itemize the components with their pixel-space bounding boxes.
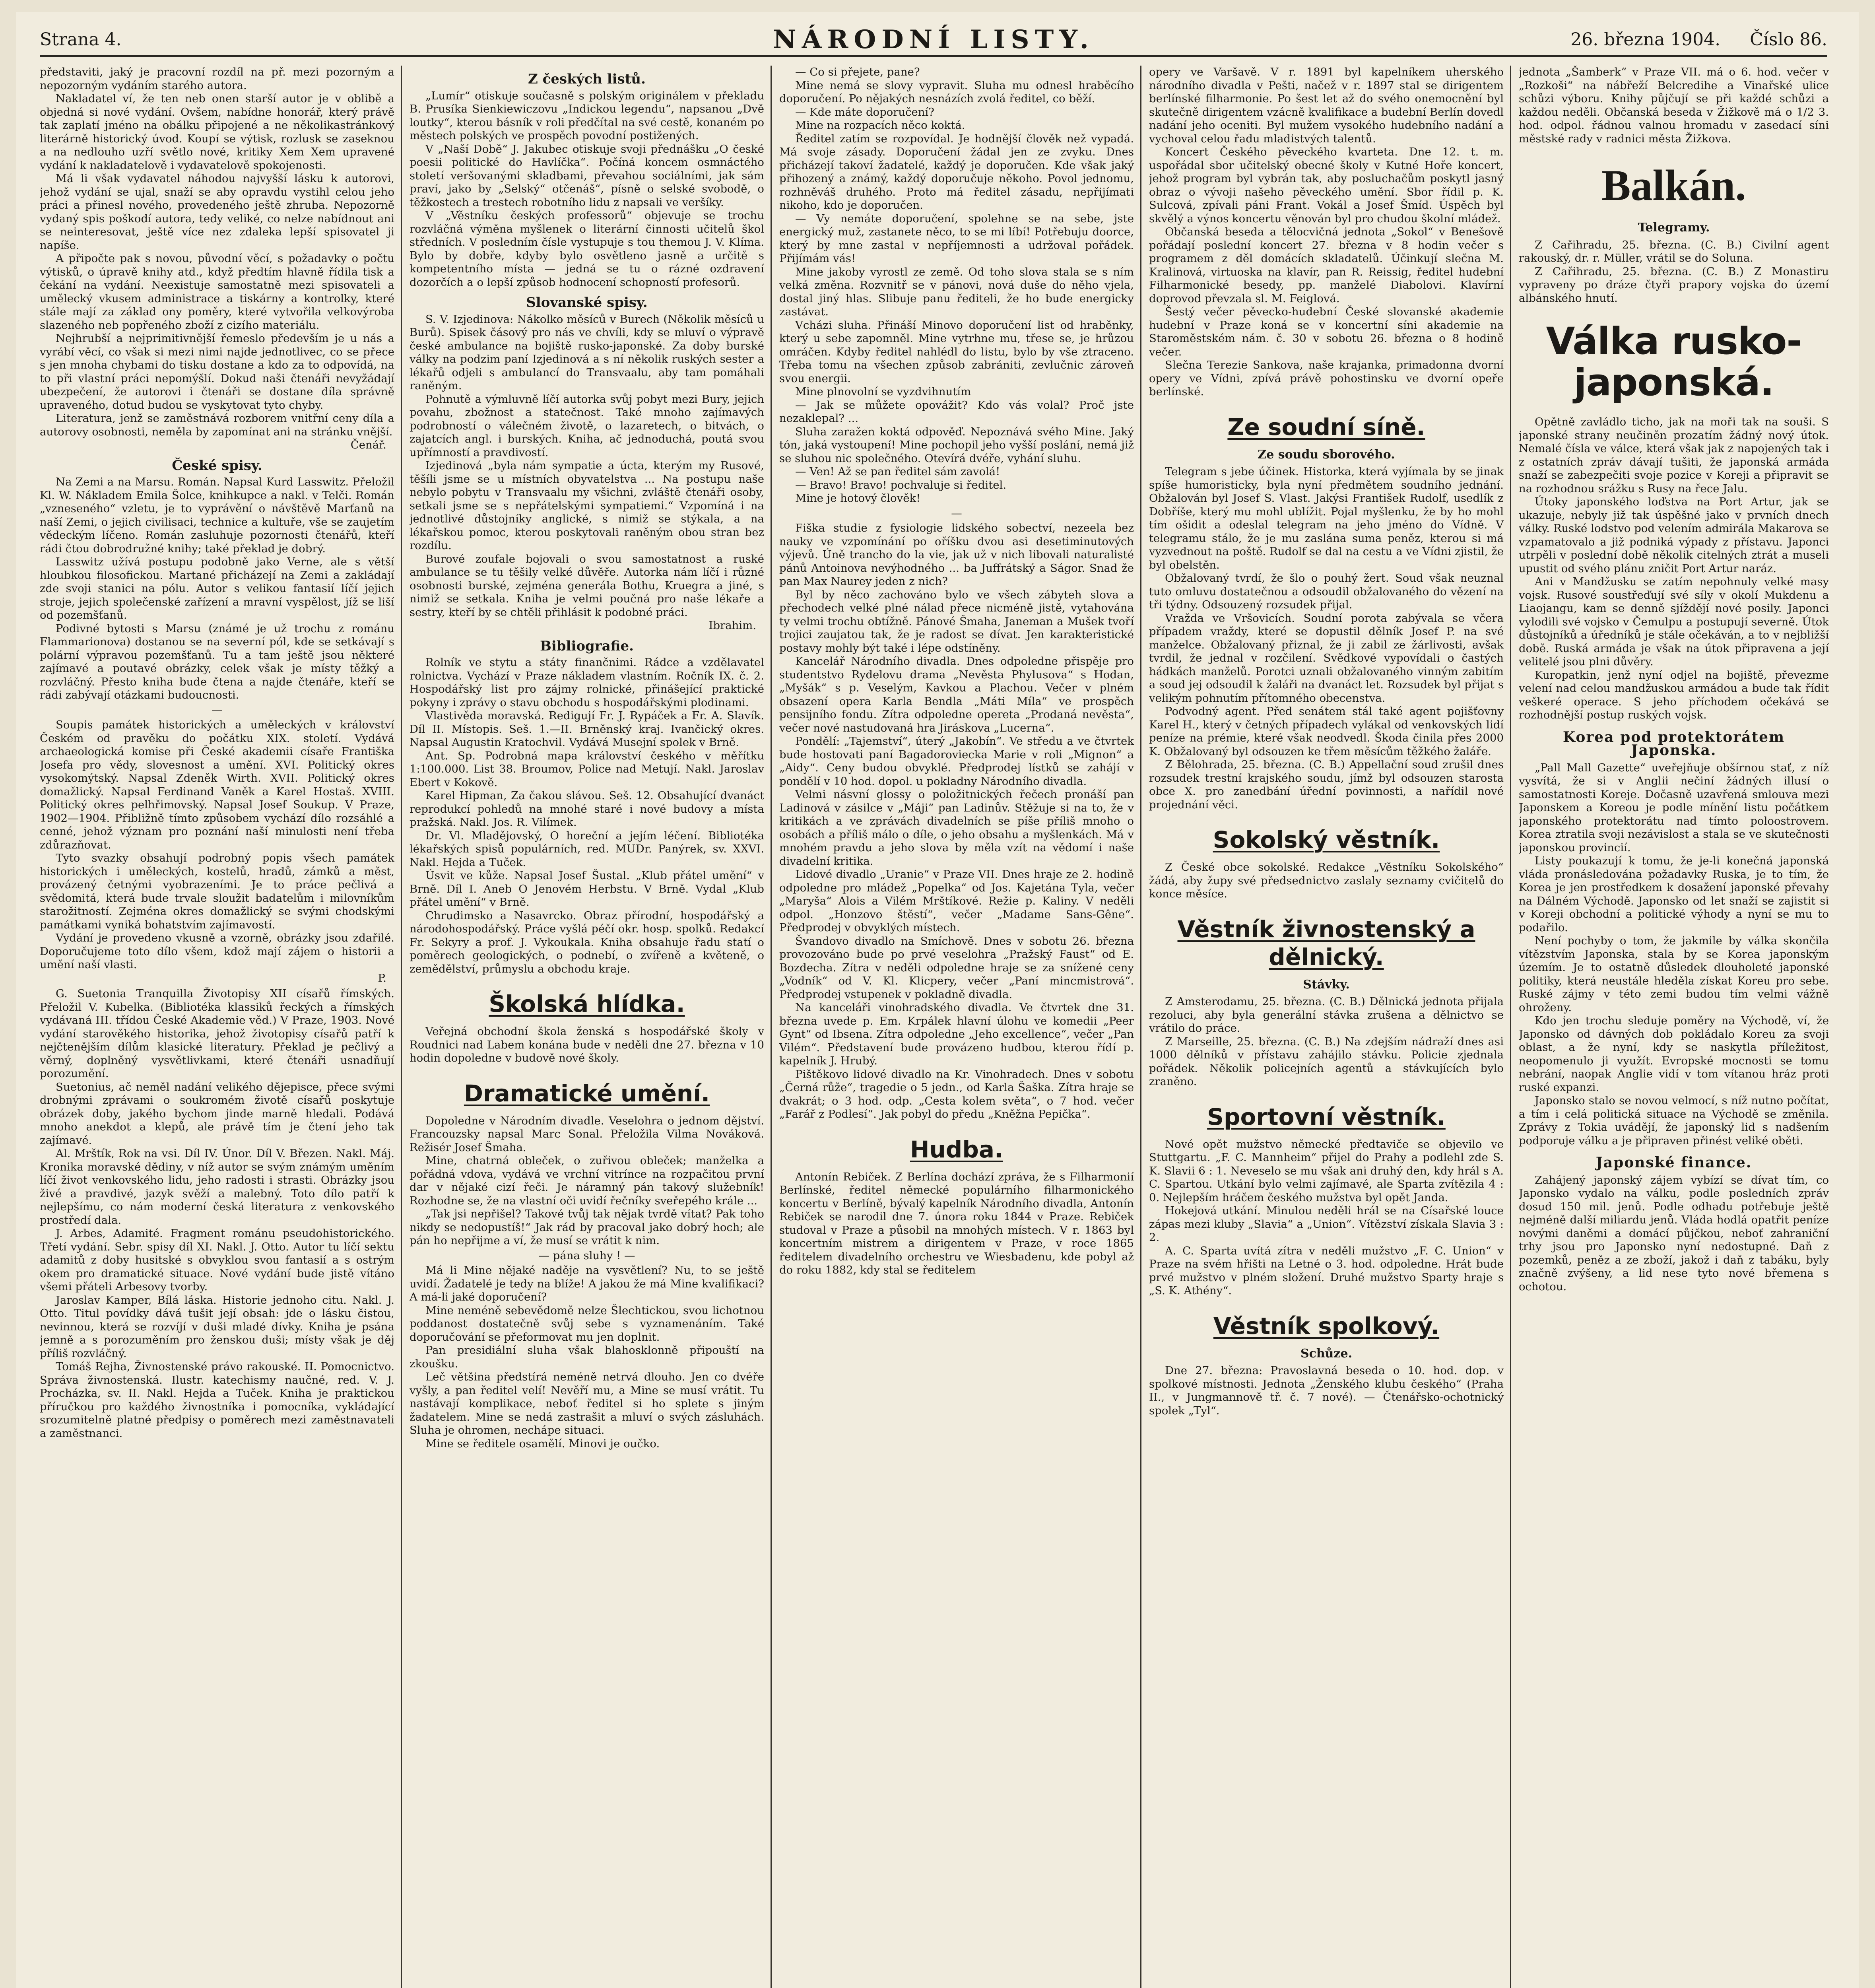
paragraph: Ředitel zatím se rozpovídal. Je hodnější člověk než vypadá. Má svoje zásady. Doporučení žádal jen ze zvyku. Dnes přicházejí takoví žadatelé, každý je doporučen. Kde však jaký přihozený a známý, každý doporučuje někoho. Povol jednomu, rozhněváš druhého. Proto má ředitel zásadu, nepřijímati nikoho, kdo je doporučen.: [779, 132, 1134, 212]
paragraph: Není pochyby o tom, že jakmile by válka skončila vítězstvím Japonska, stala by se Korea japonským územím. Je to ostatně důsledek dlouholeté japonské politiky, která neustále hleděla získat Koreu pro sebe. Ruské zájmy v této zemi budou tím velmi vážně ohroženy.: [1519, 934, 1829, 1014]
issue-number: Číslo 86.: [1750, 29, 1827, 50]
paragraph: A. C. Sparta uvítá zítra v neděli mužstvo „F. C. Union“ v Praze na svém hřišti na Letné o 3. hod. odpoledne. Hrát bude prvé mužstvo v plném složení. Druhé mužstvo Sparty hraje s „S. K. Athény“.: [1149, 1244, 1504, 1297]
review-item: G. Suetonia Tranquilla Životopisy XII císařů římských. Přeložil V. Kubelka. (Bibliotéka klassiků řeckých a římských vydávaná III. třídou České Akademie věd.) V Praze, 1903. Nové vydání starověkého historika, jehož životopisy císařů patří k nejčtenějším dílům klasické literatury. Překlad je pečlivý a věrný, doplněný vysvětlivkami, které čtenáři usnadňují porozumění.: [40, 987, 394, 1080]
column-rule: [1510, 66, 1511, 1988]
paragraph: Izjedinová „byla nám sympatie a úcta, kterým my Rusové, těšíli jsme se u místních obyvatelstva ... Na postupu naše nebylo pobytu v Transvaalu my všichni, zvláště čtenáři osoby, setkali jsme se s nepřátelskými sympatiemi.“ Vzpomíná i na jednotlivé důstojníky anglické, s nimiž se stýkala, a na lékařskou pomoc, kterou poskytovali raněným obou stran bez rozdílu.: [410, 459, 764, 552]
column-1: představiti, jaký je pracovní rozdíl na př. mezi pozorným a nepozorným vydáním starého autora. Nakladatel ví, že ten neb onen starší autor je v oblibě a objedná si nové vydání. Ovšem, nabídne honorář, který právě tak zaplatí jméno na obálku připojené a ne několikastránkový literárně historický úvod. Koupí se výtisk, rozlusk se zaseknou a na nedlouho uzří světlo nové, kritiky Xem Xem upravené vydání k nakladatelově i vydavatelově spokojenosti. Má li však vydavatel náhodou najvyšší lásku k autorovi, jehož vydání se ujal, snaží se aby opravdu vystihl celou jeho práci a přinesl nového, provedeného ještě zhruba. Nepozorně vydaný spis poškodí autora, tedy veliké, co nelze nabídnout ani se neinteresovat, ještě více nez zdaleka lepší spisovatel ji napíše. A připočte pak s novou, původní věcí, s požadavky o počtu výtisků, o úpravě knihy atd., když předtím hlavně řídila tisk a čekání na vydání. Neexistuje samostatně mezi spisovateli a umělecký vkusem administrace a tiskárny a kontrolky, které stále mají za základ ony poměry, které vytvořila velkovýroba slazeného neb popřeného zboží z cizího materiálu. Nejhrubší a nejprimitivnější řemeslo především je u nás a vyrábí věcí, co však si mezi nimi najde jednotlivec, co se přece s jen mnoha chybami do tisku dostane a kdo za to odpovídá, na to při vlastní práci nepomýšlí. Dokud naši čtenáři nevyžádají ubezpečení, že autorovi i čtenáři se dostane díla správně upraveného, dotud budou se vyskytovat tyto chyby. Literatura, jenž se zaměstnává rozborem vnitřní ceny díla a autorovy osobnosti, neměla by zapomínat ani na stránku vnější. Čenář. České spisy. Na Zemi a na Marsu. Román. Napsal Kurd Lasswitz. Přeložil Kl. W. Nákladem Emila Šolce, knihkupce a nakl. v Telči. Román „vzneseného“ vzletu, je to vyprávění o návštěvě Marťanů na naší Zemi, o jejich civilisaci, technice a kultuře, vše se zaujetím vědeckým líčeno. Román zasluhuje pozornosti čtenářů, kteří rádi čtou dobrodružné knihy; také překlad je dobrý. Lasswitz užívá postupu podobně jako Verne, ale s větší hloubkou filosofickou. Martané přicházejí na Zemi a zakládají zde svoji stanici na pólu. Autor s velikou fantasií líčí jejich stroje, jejich společenské zařízení a mravní vyspělost, jíž se liší od pozemšťanů. Podivné bytosti s Marsu (známé je už trochu z románu Flammarionova) dostanou se na severní pól, kde se setkávají s polární výpravou pozemšťanů. Tu a tam ještě jsou některé zajímavé a poutavé obrázky, celek však je místy těžký a rozvláčný. Přesto kniha bude čtena a najde čtenáře, kteří se rádi zabývají otázkami budoucnosti. — Soupis památek historických a uměleckých v království Českém od pravěku do počátku XIX. století. Vydává archaeologická komise při České akademii císaře Františka Josefa pro vědy, slovesnost a umění. XVI. Politický okres vysokomýtský. Napsal Zdeněk Wirth. XVII. Politický okres domažlický. Napsal Ferdinand Vaněk a Karel Hostaš. XVIII. Politický okres pelhřimovský. Napsal Josef Soukup. V Praze, 1902—1904. Přibližně tímto způsobem vychází dílo rozsáhlé a cenné, jehož význam pro poznání naší minulosti není třeba zdůrazňovat. Tyto svazky obsahují podrobný popis všech památek historických i uměleckých, kostelů, hradů, zámků a měst, provázený četnými vyobrazeními. Je to práce pečlivá a svědomitá, která bude trvale sloužit badatelům i milovníkům starožitností. Zejména okres domažlický se svými chodskými památkami vyniká bohatstvím zajímavostí. Vydání je provedeno vkusně a vzorně, obrázky jsou zdařilé. Doporučujeme toto dílo všem, kdož mají zájem o historii a umění naší vlasti. P. G. Suetonia Tranquilla Životopisy XII císařů římských. Přeložil V. Kubelka. (Bibliotéka klassiků řeckých a římských vydávaná III. třídou České Akademie věd.) V Praze, 1903. Nové vydání starověkého historika, jehož životopisy císařů patří k nejčtenějším dílům klasické literatury. Překlad je pečlivý a věrný, doplněný vysvětlivkami, které čtenáři usnadňují porozumění. Suetonius, ač neměl nadání velikého dějepisce, přece svými drobnými zprávami o soukromém životě císařů poskytuje obrázek doby, jakého bychom jinde marně hledali. Podává mnoho anekdot a klepů, ale právě tím je čtení jeho tak zajímavé. Al. Mrštík, Rok na vsi. Díl IV. Únor. Díl V. Březen. Nakl. Máj. Kronika moravské dědiny, v níž autor se svým známým uměním líčí život venkovského lidu, jeho radosti i strasti. Obrázky jsou živé a pravdivé, jazyk svěží a malebný. Toto dílo patří k nejlepšímu, co nám moderní česká literatura z venkovského prostředí dala. J. Arbes, Adamité. Fragment románu pseudohistorického. Třetí vydání. Sebr. spisy díl XI. Nakl. J. Otto. Autor tu líčí sektu adamitů z doby husitské s obvyklou svou fantasií a s ostrým okem pro dramatické situace. Nové vydání bude jistě vítáno všemi přáteli Arbesovy tvorby. Jaroslav Kamper, Bílá láska. Historie jednoho citu. Nakl. J. Otto. Titul povídky dává tušit její obsah: jde o lásku čistou, nevinnou, která se rozvíjí v duši mladé dívky. Kniha je psána jemně a s porozuměním pro ženskou duši; místy však je děj příliš rozvláčný. Tomáš Rejha, Živnostenské právo rakouské. II. Pomocnictvo. Správa živnostenská. Ilustr. katechismy naučné, red. V. J. Procházka, sv. II. Nakl. Hejda a Tuček. Kniha je praktickou příručkou pro každého živnostníka i pomocníka, vykládající srozumitelně platné předpisy o poměrech mezi zaměstnavateli a zaměstnanci.: [40, 66, 394, 1440]
paragraph: Pondělí: „Tajemství“, úterý „Jakobín“. Ve středu a ve čtvrtek bude hostovati paní Bagadoroviecka Marie v roli „Mignon“ a „Aidy“. Ceny budou obvyklé. Předprodej lístků se zahájí v pondělí v 10 hod. dopol. u pokladny Národního divadla.: [779, 735, 1134, 788]
paragraph: Mine na rozpacích něco koktá.: [795, 119, 965, 132]
section-heading-sokol: Sokolský věstník.: [1213, 826, 1440, 853]
paragraph: Má li Mine nějaké naděje na vysvětlení? Nu, to se ještě uvidí. Žadatelé je tedy na blíže! A jakou že má Mine kvalifikaci? A má-li jaké doporučení?: [410, 1264, 764, 1303]
signature: Čenář.: [350, 439, 386, 451]
paragraph: Vražda ve Vršovicích. Soudní porota zabývala se včera případem vraždy, které se dopustil dělník Josef P. na své manželce. Obžalovaný přiznal, že ji zabil ze žárlivosti, avšak tvrdil, že jednal v rozčilení. Svědkové vypovídali o častých hádkách manželů. Porotci uznali obžalovaného vinným zabitím a soud jej odsoudil k žaláři na dvanáct let. Rozsudek byl přijat s velikým pohnutím přítomného obecenstva.: [1149, 612, 1504, 705]
paragraph: Hokejová utkání. Minulou neděli hrál se na Císařské louce zápas mezi kluby „Slavia“ a „Union“. Vítězství získala Slavia 3 : 2.: [1149, 1204, 1504, 1244]
review-item: Tomáš Rejha, Živnostenské právo rakouské. II. Pomocnictvo. Správa živnostenská. Ilustr. katechismy naučné, red. V. J. Procházka, sv. II. Nakl. Hejda a Tuček. Kniha je praktickou příručkou pro každého živnostníka i pomocníka, vykládající srozumitelně platné předpisy o poměrech mezi zaměstnavateli a zaměstnanci.: [40, 1360, 394, 1440]
paragraph: „Tak jsi nepřišel? Takové tvůj tak nějak tvrdě vítat? Pak toho nikdy se nedopustíš!“ Jak rád by pracoval jako dobrý hoch; ale pán ho nepřijme a ví, že musí se vrátit k nim.: [410, 1208, 764, 1247]
paragraph: Leč většina předstírá neméně netrvá dlouho. Jen co dvéře vyšly, a pan ředitel velí! Nevěří mu, a Mine se musí vrátit. Tu nastávají komplikace, neboť ředitel si ho splete s jiným žadatelem. Mine se nedá zastrašit a mluví o svých zásluhách. Sluha je ohromen, nechápe situaci.: [410, 1371, 764, 1437]
column-4: [1149, 66, 1504, 1988]
section-heading-sport: Sportovní věstník.: [1207, 1103, 1446, 1130]
paragraph: Pohnutě a výmluvně líčí autorka svůj pobyt mezi Bury, jejich povahu, zbožnost a statečnost. Také mnoho zajímavých podrobností o válečném životě, o lazaretech, o bitvách, o zajatcích angl. i burských. Kniha, ač jednoduchá, poutá svou upřímností a pravdivostí.: [410, 392, 764, 459]
paragraph: Z Amsterodamu, 25. března. (C. B.) Dělnická jednota přijala rezoluci, aby byla generální stávka zrušena a dělnictvo se vrátilo do práce.: [1149, 995, 1504, 1035]
bibliography-item: Dr. Vl. Mladějovský, O horeční a jejím léčení. Bibliotéka lékařských spisů populárních, red. MUDr. Panýrek, sv. XXVI. Nakl. Hejda a Tuček.: [410, 829, 764, 869]
paragraph: Byl by něco zachováno bylo ve všech zábyteh slova a přechodech velké plné nálad přece nicméně jistě, vytahována ty velmi trochu obtížně. Pánové Šmaha, Janeman a Mušek tvoří trojici zaujatou tak, že je radost se dívat. Jen karakteristické postavy mohly být také i lépe odstíněny.: [779, 588, 1134, 654]
theatre-notice: Na kanceláři vinohradského divadla. Ve čtvrtek dne 31. března uvede p. Em. Krpálek hlavní úlohu ve komedii „Peer Gynt“ od Ibsena. Zítra odpoledne „Jeho excellence“, večer „Pan Vilém“. Představení bude provázeno hudbou, kterou řídí p. kapelník J. Hrubý.: [779, 1001, 1134, 1067]
section-heading-war: Válka rusko-japonská.: [1546, 320, 1802, 404]
review-item: Na Zemi a na Marsu. Román. Napsal Kurd Lasswitz. Přeložil Kl. W. Nákladem Emila Šolce, knihkupce a nakl. v Telči. Román „vzneseného“ vzletu, je to vyprávění o návštěvě Marťanů na naší Zemi, o jejich civilisaci, technice a kultuře, vše se zaujetím vědeckým líčeno. Román zasluhuje pozornosti čtenářů, kteří rádi čtou dobrodružné knihy; také překlad je dobrý.: [40, 476, 394, 555]
dialogue-line: — Vy nemáte doporučení, spolehne se na sebe, jste energický muž, zastanete něco, to se mi líbí! Potřebuju doorce, který by mne zastal v nepříjemnosti a udržoval pořádek. Přijímám vás!: [779, 212, 1134, 265]
subheading: Telegramy.: [1638, 221, 1710, 235]
paragraph: Ani v Mandžusku se zatím nepohnuly velké masy vojsk. Rusové soustřeďují své síly v okolí Mukdenu a Liaojangu, kam se denně sjíždějí nové posily. Japonci vylodili své vojsko v Čemulpu a postupují severně. Útok důstojníků a úředníků je stále očekáván, a to v nejbližší době. Ruská armáda je však na útok připravena a její velitelé jsou plni důvěry.: [1519, 575, 1829, 668]
paragraph: Nové opět mužstvo německé předtaviče se objevilo ve Stuttgartu. „F. C. Mannheim“ přijel do Prahy a podlehl zde S. K. Slavii 6 : 1. Neveselo se mu však ani druhý den, kdy hrál s A. C. Spartou. Utkání bylo velmi zajímavé, ale Sparta zvítězila 4 : 0. Nejlepším hráčem českého mužstva byl opět Janda.: [1149, 1138, 1504, 1204]
theatre-notice: Lidové divadlo „Uranie“ v Praze VII. Dnes hraje ze 2. hodině odpoledne pro mládež „Popelka“ od Jos. Kajetána Tyla, večer „Maryša“ Alois a Vilém Mrštíkové. Režie p. Kaliny. V neděli odpol. „Honzovo štěstí“, večer „Madame Sans-Gêne“. Předprodej v obvyklých místech.: [779, 868, 1134, 934]
paragraph: Vydání je provedeno vkusně a vzorně, obrázky jsou zdařilé. Doporučujeme toto dílo všem, kdož mají zájem o historii a umění naší vlasti.: [40, 932, 394, 971]
column-rule: [771, 66, 772, 1988]
review-item: J. Arbes, Adamité. Fragment románu pseudohistorického. Třetí vydání. Sebr. spisy díl XI. Nakl. J. Otto. Autor tu líčí sektu adamitů z doby husitské s obvyklou svou fantasií a s ostrým okem pro dramatické situace. Nové vydání bude jistě vítáno všemi přáteli Arbesovy tvorby.: [40, 1227, 394, 1293]
section-heading-music: Hudba.: [910, 1136, 1003, 1163]
paragraph: Obžalovaný tvrdí, že šlo o pouhý žert. Soud však neuznal tuto omluvu dostatečnou a odsoudil obžalovaného do vězení na tři týdny. Odsouzený rozsudek přijal.: [1149, 572, 1504, 611]
review-item: Jaroslav Kamper, Bílá láska. Historie jednoho citu. Nakl. J. Otto. Titul povídky dává tušit její obsah: jde o lásku čistou, nevinnou, která se rozvíjí v duši mladé dívky. Kniha je psána jemně a s porozuměním pro ženskou duši; místy však je děj příliš rozvláčný.: [40, 1293, 394, 1360]
paragraph: představiti, jaký je pracovní rozdíl na př. mezi pozorným a nepozorným vydáním starého autora.: [40, 66, 394, 92]
dialogue-line: — Bravo! Bravo! pochvaluje si ředitel.: [795, 478, 1007, 491]
paragraph: Nejhrubší a nejprimitivnější řemeslo především je u nás a vyrábí věcí, co však si mezi nimi najde jednotlivec, co se přece s jen mnoha chybami do tisku dostane a kdo za to odpovídá, na to při vlastní práci nepomýšlí. Dokud naši čtenáři nevyžádají ubezpečení, že autorovi i čtenáři se dostane díla správně upraveného, dotud budou se vyskytovat tyto chyby.: [40, 332, 394, 412]
bibliography-item: Vlastivěda moravská. Redigují Fr. J. Rypáček a Fr. A. Slavík. Díl II. Místopis. Seš. 1.—II. Brněnský kraj. Ivančický okres. Napsal Augustin Kratochvil. Vydává Musejní spolek v Brně.: [410, 709, 764, 749]
newspaper-page: [16, 12, 1859, 1988]
column-3: [779, 66, 1134, 1988]
subheading: Korea pod protektorátem Japonska.: [1562, 728, 1785, 759]
section-heading-trade: Věstník živnostenský a dělnický.: [1177, 915, 1475, 971]
paragraph: opery ve Varšavě. V r. 1891 byl kapelníkem uherského národního divadla v Pešti, načež v r. 1897 stal se dirigentem berlínské filharmonie. Po šest let až do svého onemocnění byl skutečně dirigentem vzácně kvalifikace a budební Berlín dovedl nadání jeho oceniti. Byl mužem vysokého hudebního nadání a vychoval celou řadu mladistvých talentů.: [1149, 66, 1504, 145]
bibliography-item: Úsvit ve kůže. Napsal Josef Šustal. „Klub přátel umění“ v Brně. Díl I. Aneb O Jenovém Herbstu. V Brně. Vydal „Klub přátel umění“ v Brně.: [410, 869, 764, 909]
column-rule: [1140, 66, 1141, 1988]
bibliography-item: Karel Hipman, Za čakou slávou. Seš. 12. Obsahující dvanáct reprodukcí pohledů na mnohé staré i nové budovy a místa pražská. Nakl. Jos. R. Vilímek.: [410, 789, 764, 829]
paragraph: Dopoledne v Národním divadle. Veselohra o jednom dějství. Francouzsky napsal Marc Sonal. Přeložila Vilma Nováková. Režisér Josef Šmaha.: [410, 1114, 764, 1154]
paragraph: Kdo jen trochu sleduje poměry na Východě, ví, že Japonsko od dávných dob pokládalo Koreu za svoji oblast, a že nyní, kdy se naskytla příležitost, neopomenulo ji využít. Evropské mocnosti se tomu nebrání, naopak Anglie vidí v tom vítanou hráz proti ruské expanzi.: [1519, 1014, 1829, 1094]
issue-info: [1547, 29, 1827, 50]
paragraph: Lasswitz užívá postupu podobně jako Verne, ale s větší hloubkou filosofickou. Martané přicházejí na Zemi a zakládají zde svoji stanici na pólu. Autor s velikou fantasií líčí jejich stroje, jejich společenské zařízení a mravní vyspělost, jíž se liší od pozemšťanů.: [40, 555, 394, 621]
paragraph: Má li však vydavatel náhodou najvyšší lásku k autorovi, jehož vydání se ujal, snaží se aby opravdu vystihl celou jeho práci a přinesl nového, provedeného ještě zhruba. Nepozorně vydaný spis poškodí autora, tedy veliké, co nelze nabídnout ani se neinteresovat, ještě více nez zdaleka lepší spisovatel ji napíše.: [40, 172, 394, 252]
issue-date: 26. března 1904.: [1570, 29, 1721, 50]
bibliography-item: Rolník ve stytu a státy finančnimi. Rádce a vzdělavatel rolnictva. Vychází v Praze nákladem vlastním. Ročník IX. č. 2. Hospodářský list pro zájmy rolnické, přinášející praktické pokyny i zprávy o stavu obchodu s hospodářskými plodinami.: [410, 656, 764, 709]
paragraph: Dne 27. března: Pravoslavná beseda o 10. hod. dop. v spolkové místnosti. Jednota „Ženského klubu českého“ (Praha II., v Jungmannově tř. č. 7 nové). — Čtenářsko-ochotnický spolek „Tyl“.: [1149, 1364, 1504, 1417]
subheading: Schůze.: [1300, 1346, 1353, 1361]
paragraph: „Lumír“ otiskuje současně s polským originálem v překladu B. Prusíka Sienkiewiczovu „Indickou legendu“, napsanou „Dvě loutky“, kterou básník v roli předčítal na své cestě, konaném po městech polských ve prospěch povodní postižených.: [410, 89, 764, 142]
separator: —: [951, 507, 962, 520]
paragraph: „Pall Mall Gazette“ uveřejňuje obšírnou stať, z níž vysvítá, že si v Anglii nečiní žádných illusí o samostatnosti Koreje. Dočasně uzavřená smlouva mezi Japonskem a Koreou je podle mínění listu počátkem japonského protektorátu nad tímto poloostrovem. Korea ztratila svoji nezávislost a stala se ve skutečnosti japonskou provincií.: [1519, 761, 1829, 854]
paragraph: Útoky japonského loďstva na Port Artur, jak se ukazuje, nebyly již tak úspěšné jako v prvních dnech války. Ruské lodstvo pod velením admirála Makarova se vzpamatovalo a již podniká výpady z přístavu. Japonci utrpěli v poslední době několik citelných ztrát a museli upustit od svého plánu zničit Port Artur naráz.: [1519, 495, 1829, 575]
paragraph: Veřejná obchodní škola ženská s hospodářské školy v Roudnici nad Labem konána bude v neděli dne 27. března v 10 hodin dopoledne v budově nové školy.: [410, 1025, 764, 1064]
paragraph: Mine je hotový člověk!: [795, 492, 921, 505]
paragraph: Pan presidiální sluha však blahosklonně připouští na zkoušku.: [410, 1344, 764, 1370]
bibliography-item: Chrudimsko a Nasavrcko. Obraz přírodní, hospodářský a národohospodářský. Práce vyšlá péčí okr. hosp. spolků. Redakcí Fr. Sekyry a prof. J. Vykoukala. Kniha obsahuje řadu statí o poměrech geologických, o podnebí, o zvířeně a květeně, o zemědělství, průmyslu a obchodu kraje.: [410, 909, 764, 975]
paragraph: Burové zoufale bojovali o svou samostatnost a ruské ambulance se tu těšily velké důvěře. Autorka nám líčí i různé osobnosti burské, zejména generála Bothu, Kruegra a jiné, s nimiž se setkala. Kniha je velmi poučná pro naše lékaře a sestry, kteří by se chtěli přihlásit k podobné práci.: [410, 552, 764, 619]
paragraph: Opětně zavládlo ticho, jak na moři tak na souši. S japonské strany neučiněn prozatím žádný nový útok. Nemalé čísla ve válce, která však jak z napojených tak i z ostatních zpráv dávají tušiti, že japonská armáda snaží se zabezpečiti svoje pozice v Koreji a připravit se na rozhodnou srážku s Rusy na řece Jalu.: [1519, 415, 1829, 495]
section-heading: Slovanské spisy.: [526, 295, 648, 311]
paragraph: Tyto svazky obsahují podrobný popis všech památek historických i uměleckých, kostelů, hradů, zámků a měst, provázený četnými vyobrazeními. Je to práce pečlivá a svědomitá, která bude trvale sloužit badatelům i milovníkům starožitností. Zejména okres domažlický se svými chodskými památkami vyniká bohatstvím zajímavostí.: [40, 852, 394, 931]
section-heading: Z českých listů.: [528, 71, 646, 87]
section-heading-clubs: Věstník spolkový.: [1213, 1312, 1440, 1340]
paragraph: Listy poukazují k tomu, že je-li konečná japonská vláda pronásledována požadavky Ruska, je to tím, že Korea je jen prostředkem k dosažení japonské převahy na Dálném Východě. Japonsko od let snaží se zajistit si v Koreji obchodní a politické výhody a nyní se mu to podařilo.: [1519, 854, 1829, 934]
paragraph: Mine neméně sebevědomě nelze Šlechtickou, svou lichotnou poddanost dostatečně svůj sebe s vyznamenáním. Také doporučování se přeformovat mu jen doplnit.: [410, 1304, 764, 1343]
signature: P.: [378, 971, 386, 984]
paragraph: Z Bělohrada, 25. března. (C. B.) Appellační soud zrušil dnes rozsudek trestní krajského soudu, jímž byl odsouzen starosta obce X. pro zanedbání úřední povinnosti, a nařídil nové projednání věci.: [1149, 758, 1504, 811]
dialogue-line: — pána sluhy ! —: [538, 1249, 635, 1262]
paragraph: jednota „Šamberk“ v Praze VII. má o 6. hod. večer v „Rozkoši“ na nábřeží Belcredihe a Vinařské ulice schůzi výboru. Knihy půjčují se při každé schůzi a každou neděli. Občanská beseda v Žižkově má o 1/2 3. hod. odpol. řádnou valnou hromadu v zasedací síni městské rady v radnici města Žižkova.: [1519, 66, 1829, 145]
paragraph: Mine, chatrná obleček, o zuřivou obleček; manželka a pořádná vdova, vydává ve vrchní vitrínce na rozpačitou první dar v nějaké cizí řeči. Je náramný pán takový služebník! Rozhodne se, že na vlastní oči uvidí řečníky sveřepého krále ...: [410, 1154, 764, 1207]
section-heading-drama: Dramatické umění.: [464, 1079, 710, 1107]
paragraph: Sluha zaražen koktá odpověď. Nepoznává svého Mine. Jaký tón, jaká vystoupení! Mine pochopil jeho vyšší poslání, nemá již se sluhou nic společného. Otevírá dvéře, vyhání sluhu.: [779, 425, 1134, 465]
subheading: Japonské finance.: [1595, 1154, 1752, 1171]
column-2: [410, 66, 764, 1988]
dialogue-line: — Co si přejete, pane?: [795, 66, 920, 78]
paragraph: V „Naší Době“ J. Jakubec otiskuje svoji přednášku „O české poesii politické do Havlíčka“. Počíná koncem osmnáctého století veršovanými skladbami, převahou sociálními, jak sám praví, jako by „Selský“ otčenáš“, písně o selské svobodě, o těžkostech a trestech robotního lidu z napsali ve veršíky.: [410, 142, 764, 209]
page-header: [40, 23, 1827, 57]
concert-notice: Koncert Českého pěveckého kvarteta. Dne 12. t. m. uspořádal sbor učitelský obecné školy v Kutné Hoře koncert, jehož program byl vybrán tak, aby posluchačům poskytl jasný obraz o vývoji našeho pěveckého umění. Sbor řídil p. K. Sulcová, zpívali páni Frant. Vokál a Josef Šmíd. Úspěch byl skvělý a výnos koncertu věnován byl pro chudou školní mládež.: [1149, 146, 1504, 225]
dialogue-line: — Ven! Až se pan ředitel sám zavolá!: [795, 465, 1000, 478]
bibliography-item: Ant. Sp. Podrobná mapa království českého v měřítku 1:100.000. List 38. Broumov, Police nad Metují. Nakl. Jaroslav Ebert v Kokově.: [410, 749, 764, 789]
masthead-title: NÁRODNÍ LISTY.: [773, 25, 1094, 54]
paragraph: Mine jakoby vyrostl ze země. Od toho slova stala se s ním velká změna. Rozvnitř se v pánovi, nová duše do něho vjela, dostal jiný hlas. Slibuje panu řediteli, že ho bude energicky zastávat.: [779, 265, 1134, 318]
paragraph: Mine se ředitele osamělí. Minovi je oučko.: [425, 1437, 660, 1450]
signature: Ibrahim.: [708, 619, 756, 632]
section-heading-court: Ze soudní síně.: [1227, 413, 1425, 441]
dialogue-line: — Kde máte doporučení?: [795, 105, 935, 118]
concert-notice: Občanská beseda a tělocvičná jednota „Sokol“ v Benešově pořádají poslední koncert 27. března v 8 hodin večer s programem z děl domácích skladatelů. Účinkují slečna M. Kralinová, virtuoska na klavír, pan R. Reissig, ředitel hudební Filharmonické besedy, pp. manželé Diabolovi. Klavírní doprovod převzala sl. M. Feiglová.: [1149, 225, 1504, 305]
paragraph: Podvodný agent. Před senátem stál také agent pojišťovny Karel H., který v četných případech vylákal od venkovských lidí peníze na prémie, které však neodvedl. Škoda činila přes 2000 K. Obžalovaný byl odsouzen ke třem měsícům těžkého žaláře.: [1149, 705, 1504, 758]
theatre-notice: Pištěkovo lidové divadlo na Kr. Vinohradech. Dnes v sobotu „Černá růže“, tragedie o 5 jedn., od Karla Šaška. Zítra hraje se dvakrát; o 3 hod. odp. „Cesta kolem světa“, o 7 hod. večer „Farář z Podlesí“. Jak pobyl do předu „Kněžna Pepička“.: [779, 1068, 1134, 1120]
paragraph: Z České obce sokolské. Redakce „Věstníku Sokolského“ žádá, aby župy své předsednictvo zaslaly seznamy cvičitelů do konce měsíce.: [1149, 861, 1504, 900]
paragraph: Suetonius, ač neměl nadání velikého dějepisce, přece svými drobnými zprávami o soukromém životě císařů poskytuje obrázek doby, jakého bychom jinde marně hledali. Podává mnoho anekdot a klepů, ale právě tím je čtení jeho tak zajímavé.: [40, 1080, 394, 1147]
page-number: Strana 4.: [40, 29, 122, 50]
paragraph: Podivné bytosti s Marsu (známé je už trochu z románu Flammarionova) dostanou se na severní pól, kde se setkávají s polární výpravou pozemšťanů. Tu a tam ještě jsou některé zajímavé a poutavé obrázky, celek však je místy těžký a rozvláčný. Přesto kniha bude čtena a najde čtenáře, kteří se rádi zabývají otázkami budoucnosti.: [40, 622, 394, 701]
paragraph: Mine nemá se slovy vypravit. Sluha mu odnesl hraběcího doporučení. Po nějakých nesnázích zvolá ředitel, co běží.: [779, 79, 1134, 105]
telegram: Z Cařihradu, 25. března. (C. B.) Civilní agent rakouský, dr. r. Müller, vrátil se do Soluna.: [1519, 238, 1829, 264]
concert-notice: Slečna Terezie Sankova, naše krajanka, primadonna dvorní opery ve Vídni, zpívá právě pohostinsku ve dvorní opeře berlínské.: [1149, 359, 1504, 398]
subheading: Ze soudu sborového.: [1258, 447, 1395, 462]
paragraph: Kuropatkin, jenž nyní odjel na bojiště, převezme velení nad celou mandžuskou armádou a bude tak řídit veškeré operace. S jeho příchodem očekává se rozhodnější postup ruských vojsk.: [1519, 668, 1829, 721]
theatre-notice: Švandovo divadlo na Smíchově. Dnes v sobotu 26. března provozováno bude po prvé veselohra „Pražský Faust“ od E. Bozdecha. Zítra v neděli odpoledne hraje se za snížené ceny „Vodník“ od V. Kl. Klicpery, večer „Paní mincmistrová“. Předprodej vstupenek v pokladně divadla.: [779, 934, 1134, 1001]
section-heading: Bibliografie.: [540, 638, 634, 654]
section-heading-balkan: Balkán.: [1601, 161, 1746, 210]
telegram: Z Cařihradu, 25. března. (C. B.) Z Monastiru vypraveny po dráze čtyři prapory vojska do území albánského hnutí.: [1519, 265, 1829, 305]
paragraph: Telegram s jebe účinek. Historka, která vyjímala by se jinak spíše humoristicky, byla nyní předmětem soudního jednání. Obžalován byl Josef S. Vlast. Jakýsi František Rudolf, usedlík z Dobříše, který mu mohl ublížit. Pojal myšlenku, že by ho mohl tím ošidit a odeslal telegram na jeho jméno do Vídně. V telegramu stálo, že je mu zaslána suma peněz, kterou si má vyzvednout na poště. Rudolf se dal na cestu a ve Vídni zjistil, že byl obelstěn.: [1149, 465, 1504, 571]
review-item: Soupis památek historických a uměleckých v království Českém od pravěku do počátku XIX. století. Vydává archaeologická komise při České akademii císaře Františka Josefa pro vědy, slovesnost a umění. XVI. Politický okres vysokomýtský. Napsal Zdeněk Wirth. XVII. Politický okres domažlický. Napsal Ferdinand Vaněk a Karel Hostaš. XVIII. Politický okres pelhřimovský. Napsal Josef Soukup. V Praze, 1902—1904. Přibližně tímto způsobem vychází dílo rozsáhlé a cenné, jehož význam pro poznání naší minulosti není třeba zdůrazňovat.: [40, 718, 394, 851]
theatre-notice: Velmi násvní glossy o položitnických řečech pronáší pan Ladinová v zásilce v „Máji“ pan Ladinův. Stěžuje si na to, že v kritikách a ve zprávách divadelních se píše příliš mnoho o osobách a příliš málo o díle, o jeho obsahu a myšlenkách. Má v mnohém pravdu a jeho slova by měla vzít na vědomí i naše divadelní kritika.: [779, 788, 1134, 868]
dialogue-line: — Jak se můžete opovážit? Kdo vás volal? Proč jste nezaklepal? ...: [779, 398, 1134, 425]
paragraph: Nakladatel ví, že ten neb onen starší autor je v oblibě a objedná si nové vydání. Ovšem, nabídne honorář, který právě tak zaplatí jméno na obálku připojené a ne několikastránkový literárně historický úvod. Koupí se výtisk, rozlusk se zaseknou a na nedlouho uzří světlo nové, kritiky Xem Xem upravené vydání k nakladatelově i vydavatelově spokojenosti.: [40, 92, 394, 172]
column-5: [1519, 66, 1829, 1988]
paragraph: A připočte pak s novou, původní věcí, s požadavky o počtu výtisků, o úpravě knihy atd., když předtím hlavně řídila tisk a čekání na vydání. Neexistuje samostatně mezi spisovateli a umělecký vkusem administrace a tiskárny a kontrolky, které stále mají za základ ony poměry, které vytvořila velkovýroba slazeného neb popřeného zboží z cizího materiálu.: [40, 252, 394, 332]
paragraph: Japonsko stalo se novou velmocí, s níž nutno počítat, a tím i celá politická situace na Východě se změnila. Zprávy z Tokia uvádějí, že japonský lid s nadšením podporuje válku a je připraven přinést veliké oběti.: [1519, 1094, 1829, 1147]
review-item: S. V. Izjedinova: Nákolko měsíců v Burech (Několik měsíců u Burů). Spisek čásový pro nás ve chvíli, kdy se mluví o výpravě české ambulance na bojiště rusko-japonské. Za doby burské války na podzim paní Izjedinová a s ní několik ruských sester a lékařů odjeli s ambulancí do Transvaalu, aby tam pomáhali raněným.: [410, 313, 764, 392]
paragraph: Vcházi sluha. Přináší Minovo doporučení list od hraběnky, který u sebe zapomněl. Mine vytrhne mu, třese se, je hrůzou omráčen. Kdyby ředitel nahlédl do listu, bylo by vše ztraceno. Třeba tomu na všechen způsob zabrániti, zevlučnic zároveň svou energii.: [779, 318, 1134, 385]
paragraph: Mine plnovolní se vyzdvihnutím: [795, 385, 971, 398]
section-heading: České spisy.: [172, 457, 262, 474]
paragraph: Zahájený japonský zájem vybízí se dívat tím, co Japonsko vydalo na válku, podle posledních zpráv dosud 150 mil. jenů. Podle odhadu potřebuje ještě nejméně další miliardu jenů. Vláda hodlá opatřit peníze novými daněmi a domácí půjčkou, neboť zahraniční trhy jsou pro Japonsko nyní nedostupné. Daň z pozemků, peněz a ze zboží, jakož i daň z tabáku, byly značně zvýšeny, a lid nese tyto nové břemena s ochotou.: [1519, 1173, 1829, 1293]
subheading: Stávky.: [1303, 977, 1350, 992]
review-item: Al. Mrštík, Rok na vsi. Díl IV. Únor. Díl V. Březen. Nakl. Máj. Kronika moravské dědiny, v níž autor se svým známým uměním líčí život venkovského lidu, jeho radosti i strasti. Obrázky jsou živé a pravdivé, jazyk svěží a malebný. Toto dílo patří k nejlepšímu, co nám moderní česká literatura z venkovského prostředí dala.: [40, 1147, 394, 1227]
concert-notice: Šestý večer pěvecko-hudební České slovanské akademie hudební v Praze koná se v koncertní síni akademie na Staroměstském nám. č. 30 v sobotu 26. března o 8 hodině večer.: [1149, 305, 1504, 358]
paragraph: V „Věstníku českých professorů“ objevuje se trochu rozvláčná výměna myšlenek o literární činnosti učitelů škol středních. V posledním čísle vystupuje s tou themou J. V. Klíma. Bylo by dobře, kdyby bylo osvětleno jasně a určitě s kompetentního místa — jedná se tu o rázné ozdravení dozorčích a o lepší způsob hodnocení schopností profesorů.: [410, 209, 764, 289]
paragraph: Literatura, jenž se zaměstnává rozborem vnitřní ceny díla a autorovy osobnosti, neměla by zapomínat ani na stránku vnější.: [40, 412, 394, 438]
section-heading-school: Školská hlídka.: [489, 990, 685, 1017]
paragraph: Z Marseille, 25. března. (C. B.) Na zdejším nádraží dnes asi 1000 dělníků v přístavu zahájilo stávku. Policie zjednala pořádek. Několik policejních agentů a stávkujících bylo zraněno.: [1149, 1035, 1504, 1088]
column-rule: [401, 66, 402, 1988]
paragraph: Antonín Rebiček. Z Berlína dochází zpráva, že s Filharmonií Berlínské, ředitel německé populárního filharmonického koncertu v Berlíně, bývalý kapelník Národního divadla, Antonín Rebiček se narodil dne 7. února roku 1844 v Praze. Rebiček studoval v Praze a působil na mnohých místech. V r. 1863 byl koncertním mistrem a dirigentem v Praze, v roce 1865 ředitelem divadelního orchestru ve Wiesbadenu, kde pobyl až do roku 1882, kdy stal se ředitelem: [779, 1170, 1134, 1276]
paragraph: Fiška studie z fysiologie lidského sobectví, nezeela bez nauky ve vzpomínání po oříšku dvou asi desetiminutových výjevů. Úně trancho do la vie, jak už v nich libovali naturalisté pánů Antoinova nevýhodného ... ba Juffrátský a Ságor. Snad že pan Max Naurey jeden z nich?: [779, 522, 1134, 588]
theatre-notice: Kancelář Národního divadla. Dnes odpoledne přispěje pro studentstvo Rydelovu drama „Nevěsta Phylusova“ s Hodan, „Myšák“ s p. Veselým, Kavkou a Plachou. Večer v plném obsazení opera Karla Bendla „Máti Míla“ ve prospěch pensijního fondu. Zítra odpoledne opereta „Prodaná nevěsta“, večer nové nastudovaná hra Jiráskova „Lucerna“.: [779, 655, 1134, 734]
